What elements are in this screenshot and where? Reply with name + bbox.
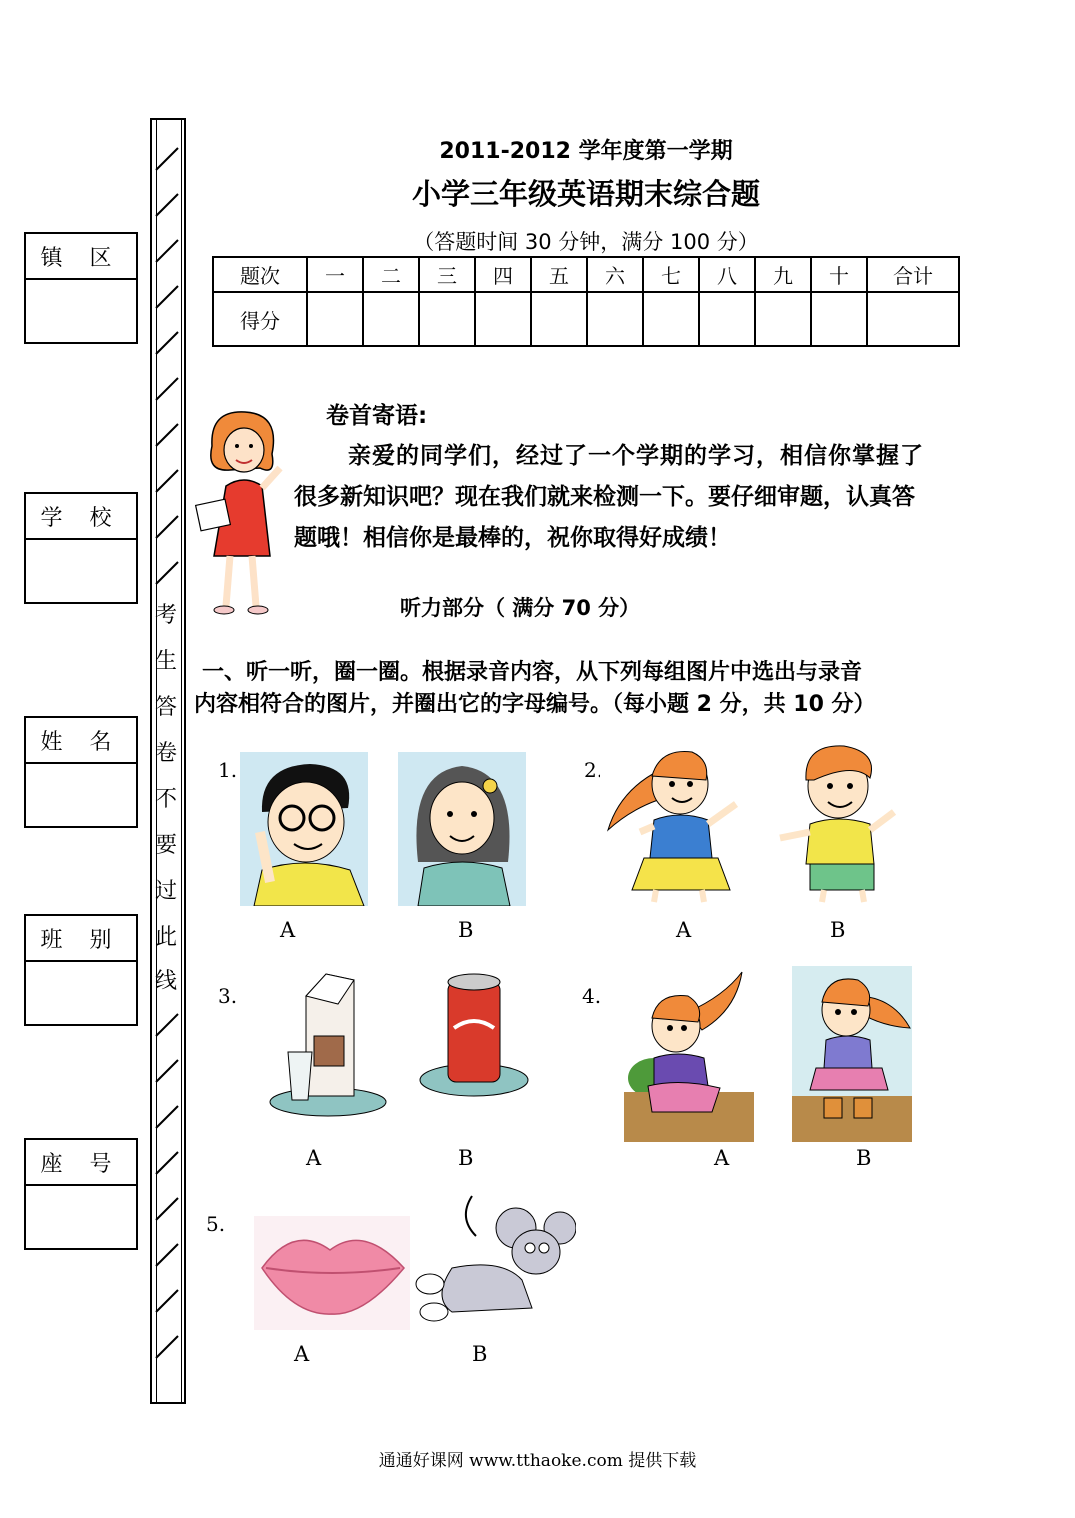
question-instruction: 内容相符合的图片，并圈出它的字母编号。（每小题 2 分，共 10 分）: [194, 692, 876, 717]
lips-picture[interactable]: [254, 1216, 410, 1330]
girl-pointing-picture[interactable]: [600, 740, 760, 904]
field-seat-input[interactable]: [26, 1186, 136, 1248]
score-cell[interactable]: [419, 292, 475, 346]
option-label: B: [458, 918, 474, 942]
field-town-input[interactable]: [26, 280, 136, 342]
footer-credit: 通通好课网 www.tthaoke.com 提供下载: [378, 1451, 697, 1471]
field-name-label: 姓 名: [26, 718, 136, 764]
option-label: B: [856, 1146, 872, 1170]
notice-char: 此: [154, 925, 177, 950]
option-label: A: [280, 918, 296, 942]
boy-glasses-picture[interactable]: [240, 752, 368, 906]
section-title: 听力部分（ 满分 70 分）: [400, 596, 641, 620]
score-header-cell: 二: [363, 257, 419, 292]
score-cell[interactable]: [867, 292, 959, 346]
boy-pointing-picture[interactable]: [774, 740, 904, 904]
option-label: B: [458, 1146, 474, 1170]
teacher-illustration: [190, 406, 290, 624]
field-town-label: 镇 区: [26, 234, 136, 280]
field-class-input[interactable]: [26, 962, 136, 1024]
item-number: 1.: [218, 758, 238, 782]
girl-standing-picture[interactable]: [792, 966, 912, 1142]
score-cell[interactable]: [755, 292, 811, 346]
score-header-cell: 三: [419, 257, 475, 292]
score-header-cell: 六: [587, 257, 643, 292]
field-class: [24, 914, 138, 1026]
option-label: B: [472, 1342, 488, 1366]
field-name-input[interactable]: [26, 764, 136, 826]
score-table: [212, 256, 960, 347]
field-seat: [24, 1138, 138, 1250]
score-row-label: 得分: [213, 292, 307, 346]
field-school: [24, 492, 138, 604]
mouse-picture[interactable]: [412, 1188, 576, 1324]
score-header-cell: 九: [755, 257, 811, 292]
option-label: A: [294, 1342, 310, 1366]
option-label: A: [306, 1146, 322, 1170]
score-header-cell: 四: [475, 257, 531, 292]
field-school-input[interactable]: [26, 540, 136, 602]
notice-char: 卷: [154, 741, 177, 766]
score-header-cell: 题次: [213, 257, 307, 292]
page-subtitle: （答题时间 30 分钟，满分 100 分）: [413, 230, 759, 254]
field-town: [24, 232, 138, 344]
option-label: A: [714, 1146, 730, 1170]
girl-flower-picture[interactable]: [398, 752, 526, 906]
greeting-line: 很多新知识吧？现在我们就来检测一下。要仔细审题，认真答: [294, 484, 915, 510]
milk-picture[interactable]: [266, 966, 390, 1124]
page-title: 小学三年级英语期末综合题: [411, 177, 760, 211]
score-cell[interactable]: [307, 292, 363, 346]
score-cell[interactable]: [531, 292, 587, 346]
item-number: 2.: [584, 758, 604, 782]
score-cell[interactable]: [475, 292, 531, 346]
notice-char: 线: [154, 969, 177, 994]
score-header-cell: 五: [531, 257, 587, 292]
item-number: 3.: [218, 984, 238, 1008]
year-line: 2011-2012 学年度第一学期: [439, 139, 733, 164]
option-label: A: [676, 918, 692, 942]
score-header-cell: 合计: [867, 257, 959, 292]
notice-char: 不: [154, 787, 177, 812]
score-cell[interactable]: [643, 292, 699, 346]
field-school-label: 学 校: [26, 494, 136, 540]
item-number: 5.: [206, 1212, 226, 1236]
cola-picture[interactable]: [416, 962, 532, 1112]
score-header-cell: 一: [307, 257, 363, 292]
score-cell[interactable]: [363, 292, 419, 346]
notice-char: 要: [154, 833, 177, 858]
notice-char: 生: [154, 649, 177, 674]
field-name: [24, 716, 138, 828]
greeting-line: 亲爱的同学们，经过了一个学期的学习，相信你掌握了: [348, 443, 924, 469]
score-header-cell: 八: [699, 257, 755, 292]
question-instruction: 一、听一听，圈一圈。根据录音内容，从下列每组图片中选出与录音: [202, 660, 863, 685]
field-seat-label: 座 号: [26, 1140, 136, 1186]
score-header-cell: 十: [811, 257, 867, 292]
score-cell[interactable]: [587, 292, 643, 346]
score-cell[interactable]: [699, 292, 755, 346]
notice-char: 考: [154, 603, 177, 628]
greeting-line: 题哦！相信你是最棒的，祝你取得好成绩！: [294, 525, 731, 551]
score-cell[interactable]: [811, 292, 867, 346]
item-number: 4.: [582, 984, 602, 1008]
field-class-label: 班 别: [26, 916, 136, 962]
notice-char: 答: [154, 695, 177, 720]
greeting-heading: 卷首寄语:: [326, 403, 428, 429]
girl-sitting-picture[interactable]: [624, 966, 754, 1142]
score-header-cell: 七: [643, 257, 699, 292]
notice-char: 过: [154, 879, 177, 904]
option-label: B: [830, 918, 846, 942]
